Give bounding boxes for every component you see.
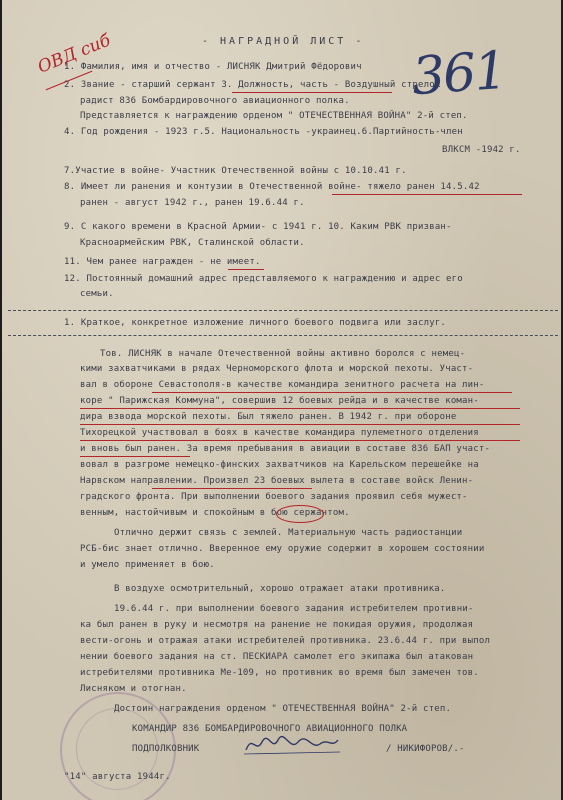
red-underline (332, 194, 522, 195)
body-line: вал в обороне Севастополя-в качестве командира зенитного расчета на лин- (80, 380, 485, 390)
award-sheet (2, 0, 561, 800)
body-line: и вновь был ранен. За время пребывания в авиации в составе 836 БАП участ- (80, 444, 491, 454)
red-underline (232, 92, 392, 93)
handwritten-signature (242, 730, 342, 758)
body-line: Лисняком и отогнан. (80, 684, 187, 694)
section-title: 1. Краткое, конкретное изложение личного боевого подвига или заслуг. (64, 318, 447, 328)
field-line: Представляется к награждению орденом " ОТЕЧЕСТВЕННАЯ ВОЙНА" 2-й степ. (80, 111, 468, 121)
red-underline (152, 488, 312, 489)
red-underline (152, 392, 512, 393)
body-line: дира взвода морской пехоты. Был тяжело ранен. В 1942 г. при обороне (80, 412, 457, 422)
signature-position: КОМАНДИР 836 БОМБАРДИРОВОЧНОГО АВИАЦИОННОГО ПОЛКА (132, 724, 408, 734)
body-line: 19.6.44 г. при выполнении боевого задания истребителем противни- (114, 604, 474, 614)
body-line: В воздухе осмотрительный, хорошо отражает атаки противника. (114, 584, 446, 594)
body-line: нении боевого задания на ст. ПЕСКИАРА самолет его экипажа был атакован (80, 652, 474, 662)
field-line: ранен - август 1942 г., ранен 19.6.44 г. (80, 198, 305, 208)
field-line: 12. Постоянный домашний адрес представляемого к награждению и адрес его (64, 274, 463, 284)
body-line: Нарвском направлении. Произвел 23 боевых вылета в составе войск Ленин- (80, 476, 474, 486)
field-line: 7.Участие в войне- Участник Отечественной войны с 10.10.41 г. (64, 166, 407, 176)
field-line: 8. Имеет ли ранения и контузии в Отечественной войне- тяжело ранен 14.5.42 (64, 182, 480, 192)
red-underline (80, 408, 520, 409)
red-underline (228, 269, 264, 270)
red-circle-mark (276, 505, 324, 523)
red-underline (80, 456, 190, 457)
signature-name: / НИКИФОРОВ/.- (386, 744, 465, 754)
field-line: 4. Год рождения - 1923 г.5. Национальность -украинец.6.Партийность-член (64, 127, 463, 137)
field-line: ВЛКСМ -1942 г. (442, 145, 521, 155)
body-line: РСБ-бис знает отлично. Вверенное ему оружие содержит в хорошем состоянии (80, 544, 485, 554)
body-line: Тихорецкой участвовал в боях в качестве командира пулеметного отделения (80, 428, 479, 438)
body-line: истребителями противника Ме-109, но противник во время был замечен тов. (80, 668, 479, 678)
red-underline (80, 424, 520, 425)
body-line: вести-огонь и отражая атаки истребителей противника. 23.6.44 г. при выпол (80, 636, 491, 646)
body-line: коре " Парижская Коммуна", совершив 12 боевых рейда и в качестве коман- (80, 396, 479, 406)
body-line: венным, настойчивым и спокойным в бою сержантом. (80, 508, 350, 518)
field-line: 1. Фамилия, имя и отчество - ЛИСНЯК Дмитрий Фёдорович (64, 62, 362, 72)
field-line: 9. С какого времени в Красной Армии- с 1941 г. 10. Каким РВК призван- (64, 222, 452, 232)
document-date: "14" августа 1944г. (64, 772, 171, 782)
field-line: Красноармейским РВК, Сталинской области. (80, 238, 305, 248)
signature-rank: ПОДПОЛКОВНИК (132, 744, 200, 754)
body-line: градского фронта. При выполнении боевого задания проявил себя мужест- (80, 492, 468, 502)
divider (8, 310, 558, 311)
archive-mark: ОВД сиб (35, 30, 114, 78)
body-line: и умело применяет в бою. (80, 560, 215, 570)
red-underline (80, 440, 520, 441)
body-line: ка был ранен в руку и несмотря на ранение не покидая оружия, продолжая (80, 620, 474, 630)
field-line: 2. Звание - старший сержант 3. Должность, часть - Воздушный стрелок (64, 80, 441, 90)
body-line: Тов. ЛИСНЯК в начале Отечественной войны активно боролся с немец- (100, 349, 466, 359)
body-line: Отлично держит связь с землей. Материальную часть радиостанции (114, 528, 463, 538)
divider (8, 335, 558, 336)
body-line: вовал в разгроме немецко-финских захватчиков на Карельском перешейке на (80, 460, 479, 470)
field-line: семьи. (80, 289, 114, 299)
field-line: 11. Чем ранее награжден - не имеет. (64, 257, 261, 267)
body-line: Достоин награждения орденом " ОТЕЧЕСТВЕННАЯ ВОЙНА" 2-й степ. (114, 704, 452, 714)
archive-number: 361 (410, 40, 508, 108)
field-line: радист 836 Бомбардировочного авиационного полка. (80, 96, 350, 106)
body-line: кими захватчиками в рядах Черноморского флота и морской пехоты. Участ- (80, 364, 474, 374)
page-title: - НАГРАДНОЙ ЛИСТ - (202, 36, 365, 47)
